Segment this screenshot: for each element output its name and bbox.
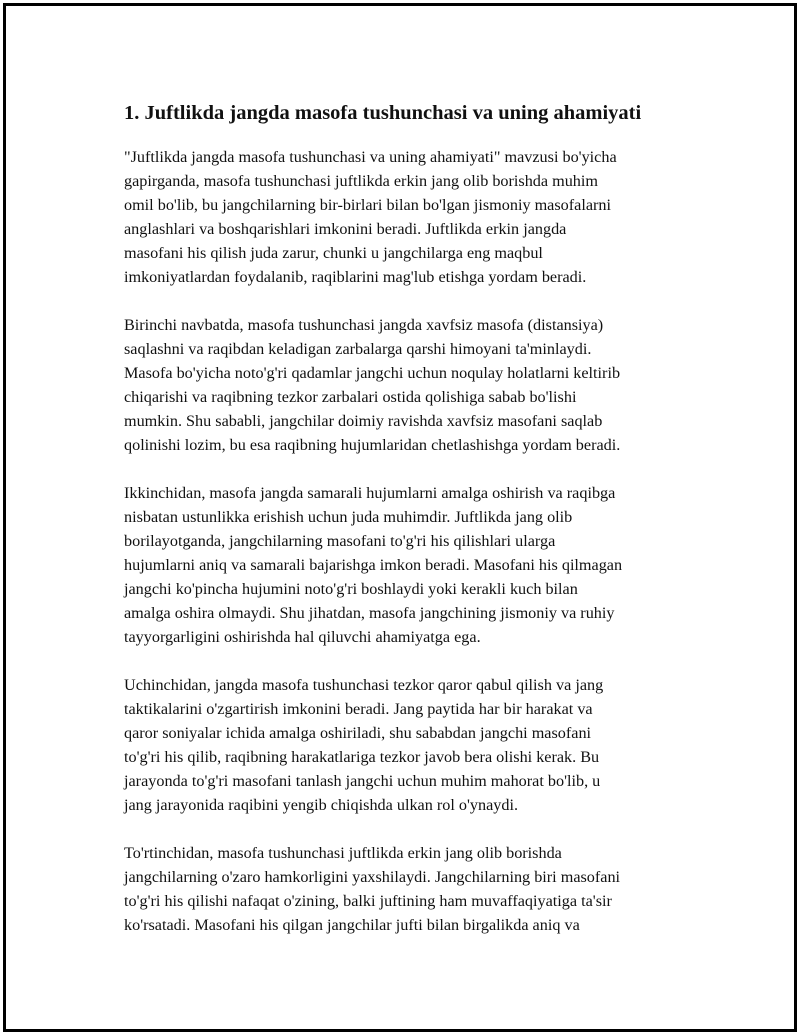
paragraph-line: To'rtinchidan, masofa tushunchasi juftlikda erkin jang olib borishda <box>124 844 562 862</box>
paragraph-line: nisbatan ustunlikka erishish uchun juda muhimdir. Juftlikda jang olib <box>124 508 573 526</box>
paragraph-line: "Juftlikda jangda masofa tushunchasi va uning ahamiyati" mavzusi bo'yicha <box>124 148 617 166</box>
paragraph-line: anglashlari va boshqarishlari imkonini beradi. Juftlikda erkin jangda <box>124 220 567 238</box>
section-heading: 1. Juftlikda jangda masofa tushunchasi va uning ahamiyati <box>124 102 642 124</box>
paragraph-line: gapirganda, masofa tushunchasi juftlikda erkin jang olib borishda muhim <box>124 172 598 190</box>
paragraph-line: hujumlarni aniq va samarali bajarishga imkon beradi. Masofani his qilmagan <box>124 556 623 574</box>
paragraph-container <box>124 145 694 937</box>
paragraph-line: jarayonda to'g'ri masofani tanlash jangchi uchun muhim mahorat bo'lib, u <box>124 772 601 790</box>
paragraph-line: imkoniyatlardan foydalanib, raqiblarini mag'lub etishga yordam beradi. <box>124 268 587 286</box>
paragraph-line: to'g'ri his qilib, raqibning harakatlariga tezkor javob bera olishi kerak. Bu <box>124 748 600 766</box>
paragraph <box>124 673 694 817</box>
paragraph-line: jangchilarning o'zaro hamkorligini yaxshilaydi. Jangchilarning biri masofani <box>124 868 621 886</box>
paragraph-line: Uchinchidan, jangda masofa tushunchasi tezkor qaror qabul qilish va jang <box>124 676 604 694</box>
page-frame <box>3 3 797 1032</box>
paragraph <box>124 481 694 649</box>
paragraph-line: qolinishi lozim, bu esa raqibning hujumlaridan chetlashishga yordam beradi. <box>124 436 621 454</box>
paragraph <box>124 313 694 457</box>
paragraph-line: saqlashni va raqibdan keladigan zarbalarga qarshi himoyani ta'minlaydi. <box>124 340 592 358</box>
paragraph-line: masofani his qilish juda zarur, chunki u jangchilarga eng maqbul <box>124 244 543 262</box>
paragraph-line: jang jarayonida raqibini yengib chiqishda ulkan rol o'ynaydi. <box>124 796 519 814</box>
paragraph <box>124 145 694 289</box>
paragraph-line: omil bo'lib, bu jangchilarning bir-birlari bilan bo'lgan jismoniy masofalarni <box>124 196 611 214</box>
paragraph-line: qaror soniyalar ichida amalga oshiriladi, shu sababdan jangchi masofani <box>124 724 592 742</box>
paragraph-line: Ikkinchidan, masofa jangda samarali hujumlarni amalga oshirish va raqibga <box>124 484 616 502</box>
paragraph-line: chiqarishi va raqibning tezkor zarbalari ostida qolishiga sabab bo'lishi <box>124 388 577 406</box>
paragraph-line: Birinchi navbatda, masofa tushunchasi jangda xavfsiz masofa (distansiya) <box>124 316 604 334</box>
document-body <box>124 99 694 961</box>
paragraph-line: taktikalarini o'zgartirish imkonini beradi. Jang paytida har bir harakat va <box>124 700 593 718</box>
paragraph-line: mumkin. Shu sababli, jangchilar doimiy ravishda xavfsiz masofani saqlab <box>124 412 603 430</box>
paragraph-line: amalga oshira olmaydi. Shu jihatdan, masofa jangchining jismoniy va ruhiy <box>124 604 615 622</box>
paragraph-line: borilayotganda, jangchilarning masofani to'g'ri his qilishlari ularga <box>124 532 556 550</box>
paragraph <box>124 841 694 937</box>
paragraph-line: to'g'ri his qilishi nafaqat o'zining, balki juftining ham muvaffaqiyatiga ta'sir <box>124 892 612 910</box>
paragraph-line: ko'rsatadi. Masofani his qilgan jangchilar jufti bilan birgalikda aniq va <box>124 916 580 934</box>
paragraph-line: tayyorgarligini oshirishda hal qiluvchi ahamiyatga ega. <box>124 628 481 646</box>
paragraph-line: Masofa bo'yicha noto'g'ri qadamlar jangchi uchun noqulay holatlarni keltirib <box>124 364 621 382</box>
paragraph-line: jangchi ko'pincha hujumini noto'g'ri boshlaydi yoki kerakli kuch bilan <box>124 580 578 598</box>
